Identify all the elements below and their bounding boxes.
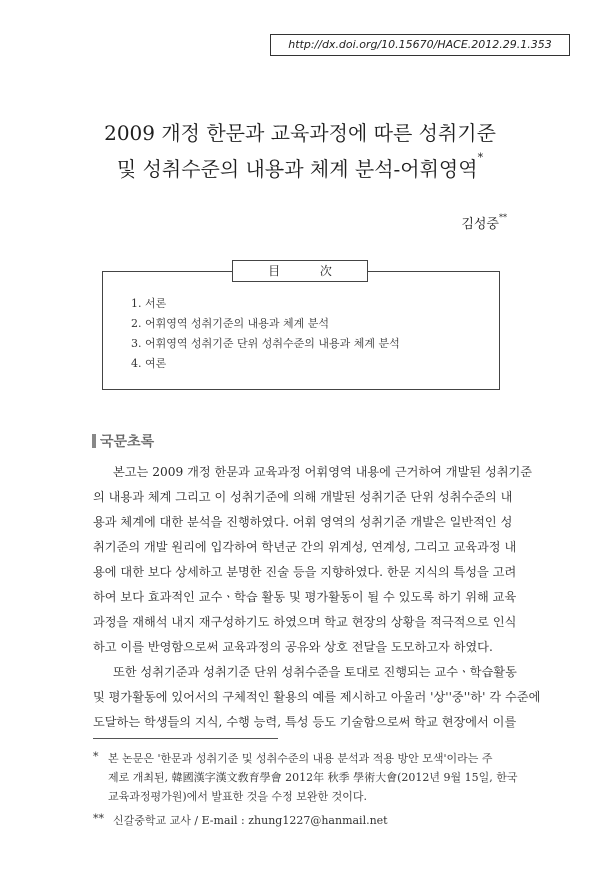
abstract-line: 하고 이를 반영함으로써 교육과정의 공유와 상호 전달을 도모하고자 하였다.	[93, 640, 493, 654]
toc-item: 2. 어휘영역 성취기준의 내용과 체계 분석	[131, 317, 329, 330]
paper-title-line-2-text: 및 성취수준의 내용과 체계 분석-어휘영역	[116, 157, 478, 181]
footnote-divider	[93, 738, 278, 739]
abstract-line: 하여 보다 효과적인 교수ㆍ학습 활동 및 평가활동이 될 수 있도록 하기 위해 교육	[93, 590, 517, 604]
abstract-line: 본고는 2009 개정 한문과 교육과정 어휘영역 내용에 근거하여 개발된 성취기준	[113, 465, 533, 479]
title-footnote-mark: *	[477, 151, 484, 164]
paper-title-line-2	[0, 153, 600, 182]
author-footnote-mark: **	[499, 213, 507, 222]
toc-heading: 目 次	[232, 260, 368, 282]
abstract-line: 용과 체계에 대한 분석을 진행하였다. 어휘 영역의 성취기준 개발은 일반적인 성	[93, 515, 513, 529]
abstract-line: 과정을 재해석 내지 재구성하기도 하였으며 학교 현장의 상황을 적극적으로 인식	[93, 615, 517, 629]
footnote-1-line: 제로 개최된, 韓國漢字漢文敎育學會 2012年 秋季 學術大會(2012년 9월 15일, 한국	[108, 771, 518, 784]
paper-title-line-1: 2009 개정 한문과 교육과정에 따른 성취기준	[104, 121, 496, 145]
author-name: 김성중	[461, 217, 499, 232]
doi-link[interactable]: http://dx.doi.org/10.15670/HACE.2012.29.1.353	[270, 34, 570, 56]
abstract-line: 또한 성취기준과 성취기준 단위 성취수준을 토대로 진행되는 교수ㆍ학습활동	[113, 665, 517, 679]
abstract-line: 의 내용과 체계 그리고 이 성취기준에 의해 개발된 성취기준 단위 성취수준의 내	[93, 490, 513, 504]
footnote-2-text: 신갈중학교 교사 / E-mail : zhung1227@hanmail.net	[113, 814, 388, 827]
abstract-line: 도달하는 학생들의 지식, 수행 능력, 특성 등도 기술함으로써 학교 현장에서 이를	[93, 715, 517, 729]
abstract-heading-text: 국문초록	[100, 434, 155, 450]
toc-item: 4. 여론	[131, 357, 167, 370]
section-bar-icon	[92, 434, 96, 448]
footnote-1-mark: *	[93, 750, 99, 763]
footnote-2-mark: **	[93, 812, 104, 825]
footnote-1-line: 본 논문은 '한문과 성취기준 및 성취수준의 내용 분석과 적용 방안 모색'이라는 주	[108, 752, 493, 765]
toc-item: 3. 어휘영역 성취기준 단위 성취수준의 내용과 체계 분석	[131, 337, 400, 350]
toc-item: 1. 서론	[131, 297, 167, 310]
footnote-1-line: 교육과정평가원)에서 발표한 것을 수정 보완한 것이다.	[108, 790, 368, 803]
abstract-heading	[92, 431, 154, 451]
abstract-line: 및 평가활동에 있어서의 구체적인 활용의 예를 제시하고 아울러 '상''중''하' 각 수준에	[93, 690, 541, 704]
abstract-line: 용에 대한 보다 상세하고 분명한 진술 등을 지향하였다. 한문 지식의 특성을 고려	[93, 565, 517, 579]
author	[461, 213, 507, 232]
abstract-line: 취기준의 개발 원리에 입각하여 학년군 간의 위계성, 연계성, 그리고 교육과정 내	[93, 540, 517, 554]
